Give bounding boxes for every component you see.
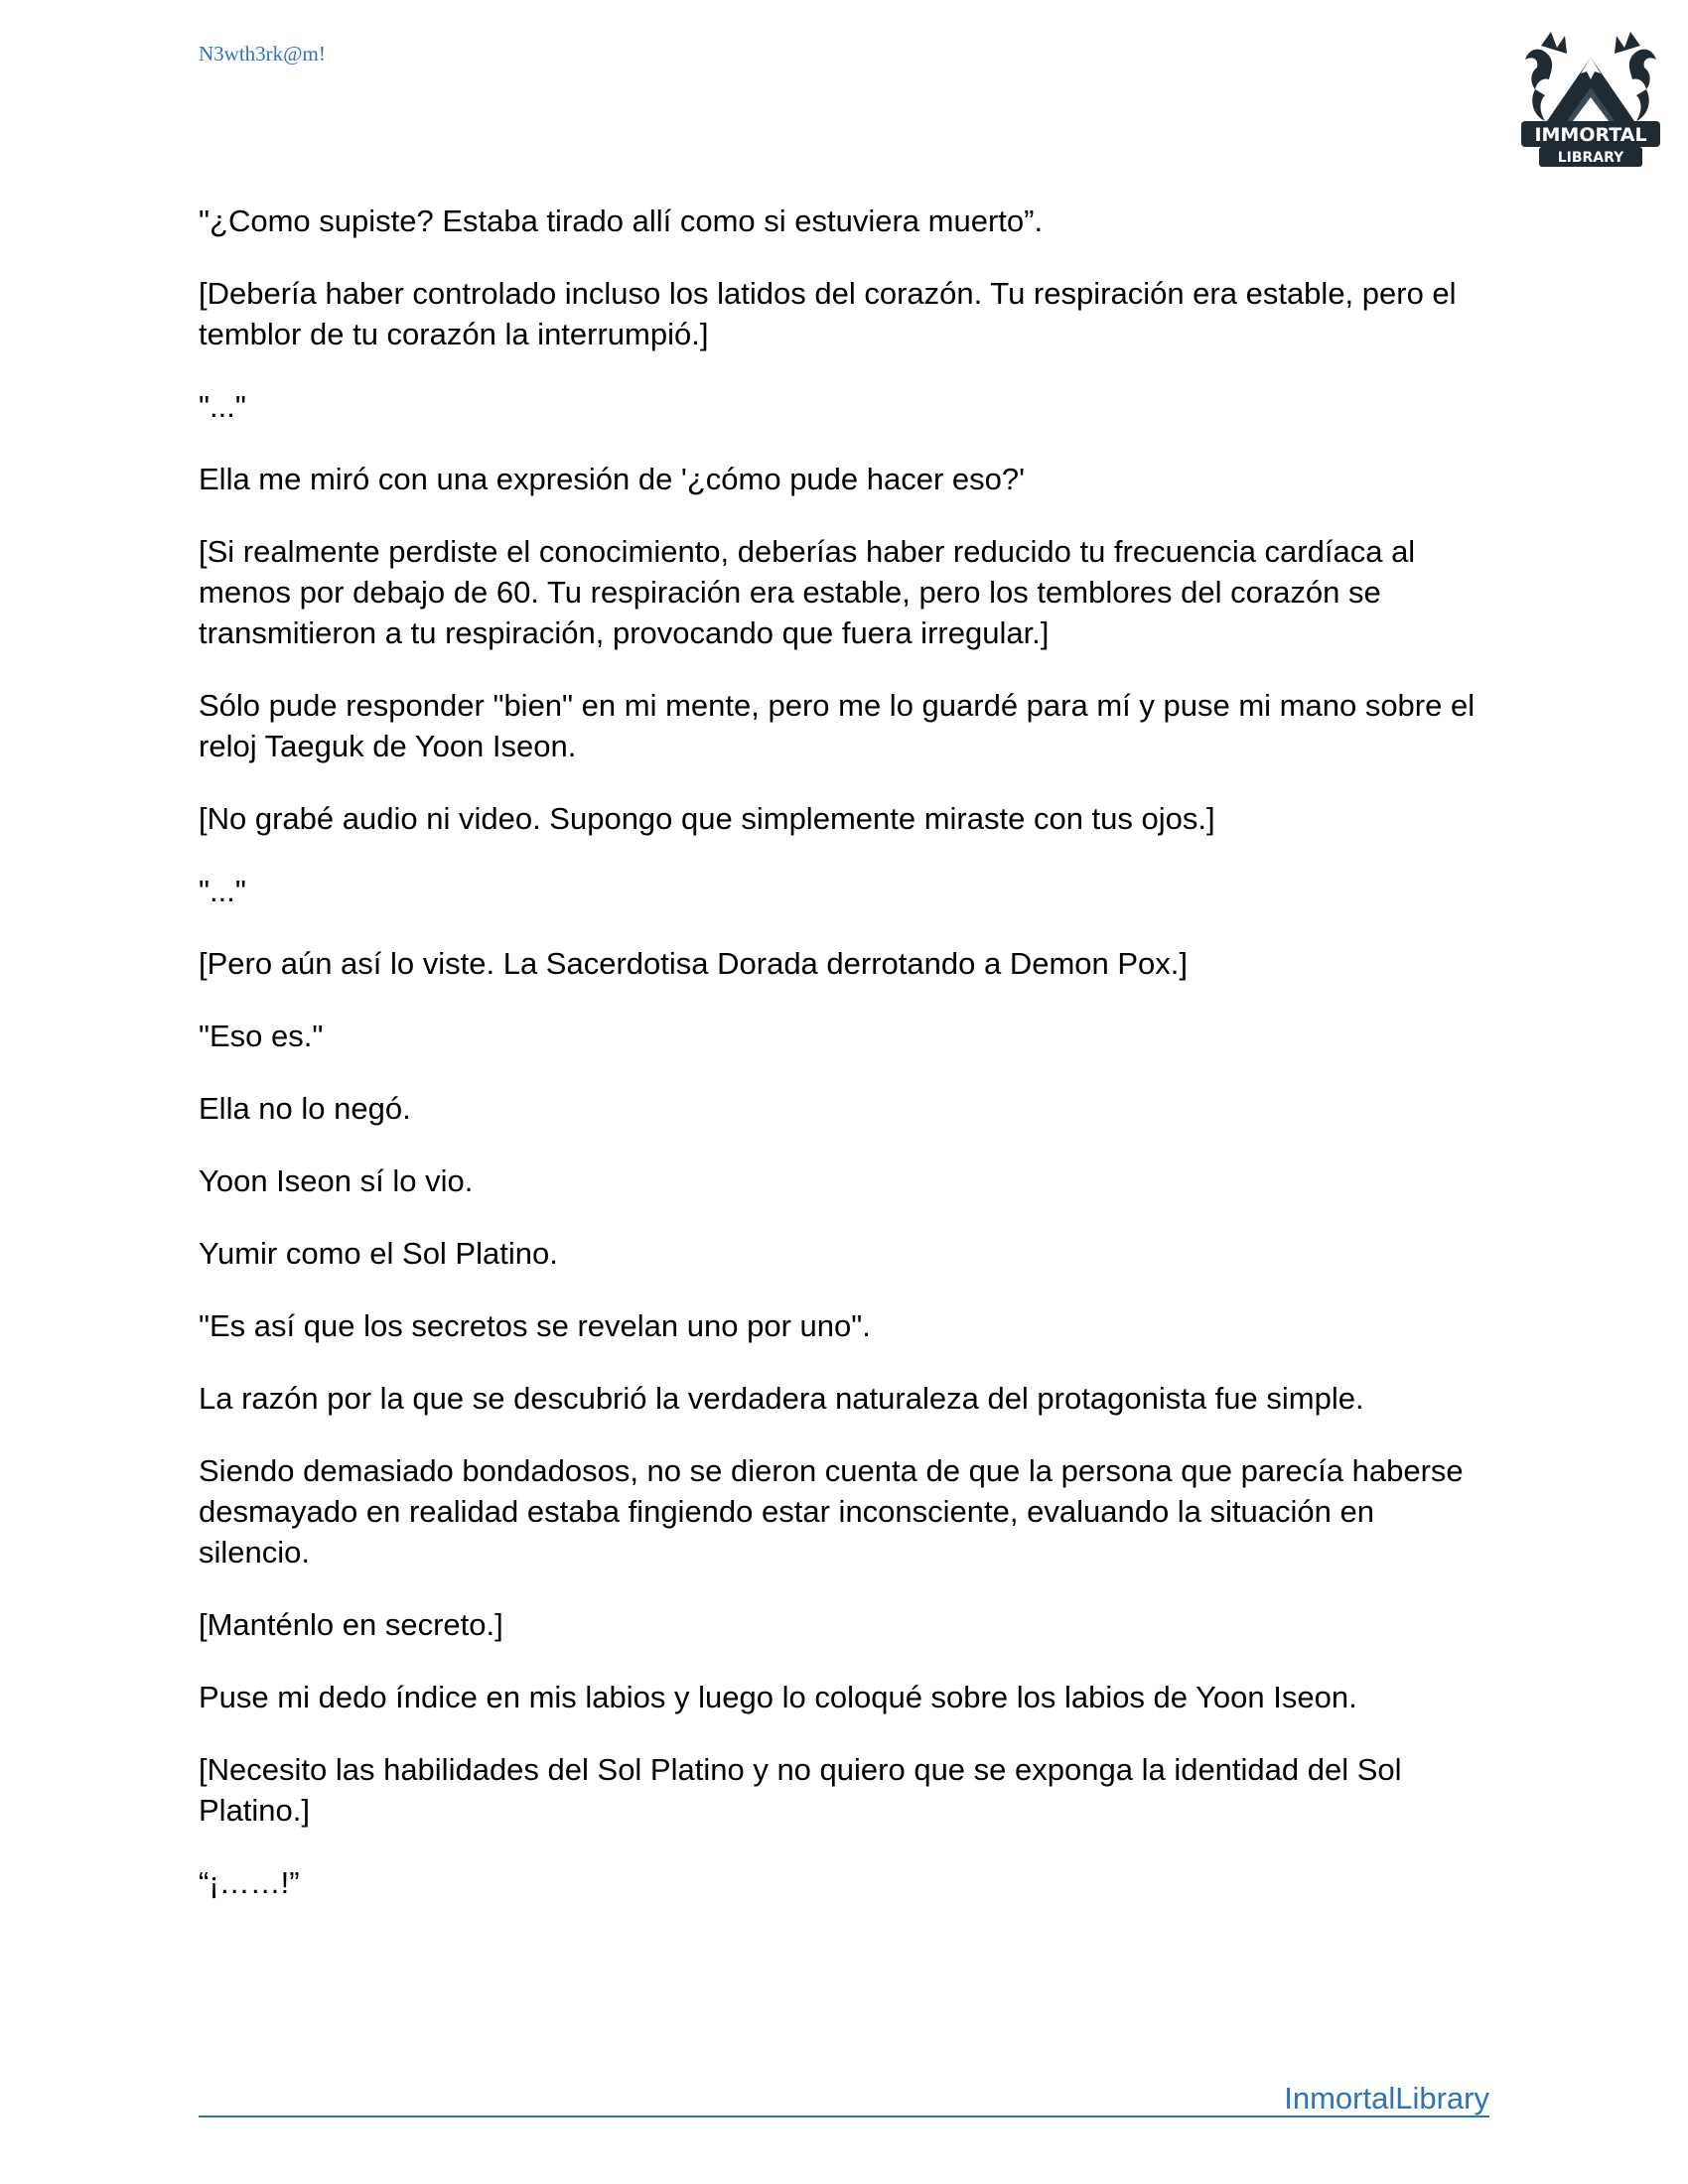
paragraph: Yoon Iseon sí lo vio. — [199, 1163, 474, 1198]
footer-link[interactable]: InmortalLibrary — [1284, 2081, 1489, 2116]
paragraph: "..." — [199, 389, 246, 424]
paragraph: "Eso es." — [199, 1019, 324, 1053]
paragraph: "..." — [199, 874, 246, 908]
paragraph: [Debería haber controlado incluso los latidos del corazón. Tu respiración era estable, pero el temblor de tu corazón la interrumpió.] — [199, 276, 1457, 351]
chapter-text — [199, 201, 1489, 1935]
paragraph: Ella no lo negó. — [199, 1091, 411, 1126]
paragraph: Sólo pude responder "bien" en mi mente, pero me lo guardé para mí y puse mi mano sobre el reloj Taeguk de Yoon Iseon. — [199, 688, 1476, 763]
paragraph: [Manténlo en secreto.] — [199, 1607, 503, 1642]
paragraph: Siendo demasiado bondadosos, no se dieron cuenta de que la persona que parecía haberse desmayado en realidad estaba fingiendo estar inconsciente, evaluando la situación en silencio. — [199, 1453, 1464, 1570]
paragraph: “¡……!” — [199, 1865, 300, 1900]
paragraph: [Si realmente perdiste el conocimiento, deberías haber reducido tu frecuencia cardíaca al menos por debajo de 60. Tu respiración era estable, pero los temblores del corazón se transmitieron a tu respiración, provocando que fuera irregular.] — [199, 534, 1416, 650]
paragraph: [Pero aún así lo viste. La Sacerdotisa Dorada derrotando a Demon Pox.] — [199, 946, 1189, 981]
paragraph: [No grabé audio ni video. Supongo que simplemente miraste con tus ojos.] — [199, 801, 1215, 836]
header-author: N3wth3rk@m! — [199, 42, 326, 66]
paragraph: La razón por la que se descubrió la verdadera naturaleza del protagonista fue simple. — [199, 1381, 1364, 1416]
dragon-mountain-logo-icon — [1511, 26, 1670, 185]
paragraph: "Es así que los secretos se revelan uno por uno". — [199, 1308, 871, 1343]
paragraph: Ella me miró con una expresión de '¿cómo pude hacer eso?' — [199, 462, 1026, 496]
logo-line1: IMMORTAL — [1534, 124, 1647, 146]
paragraph: "¿Como supiste? Estaba tirado allí como si estuviera muerto”. — [199, 204, 1044, 238]
logo-line2: LIBRARY — [1557, 150, 1624, 166]
paragraph: Yumir como el Sol Platino. — [199, 1236, 558, 1271]
paragraph: Puse mi dedo índice en mis labios y luego lo coloqué sobre los labios de Yoon Iseon. — [199, 1680, 1357, 1714]
paragraph: [Necesito las habilidades del Sol Platino y no quiero que se exponga la identidad del Sol Platino.] — [199, 1752, 1402, 1828]
